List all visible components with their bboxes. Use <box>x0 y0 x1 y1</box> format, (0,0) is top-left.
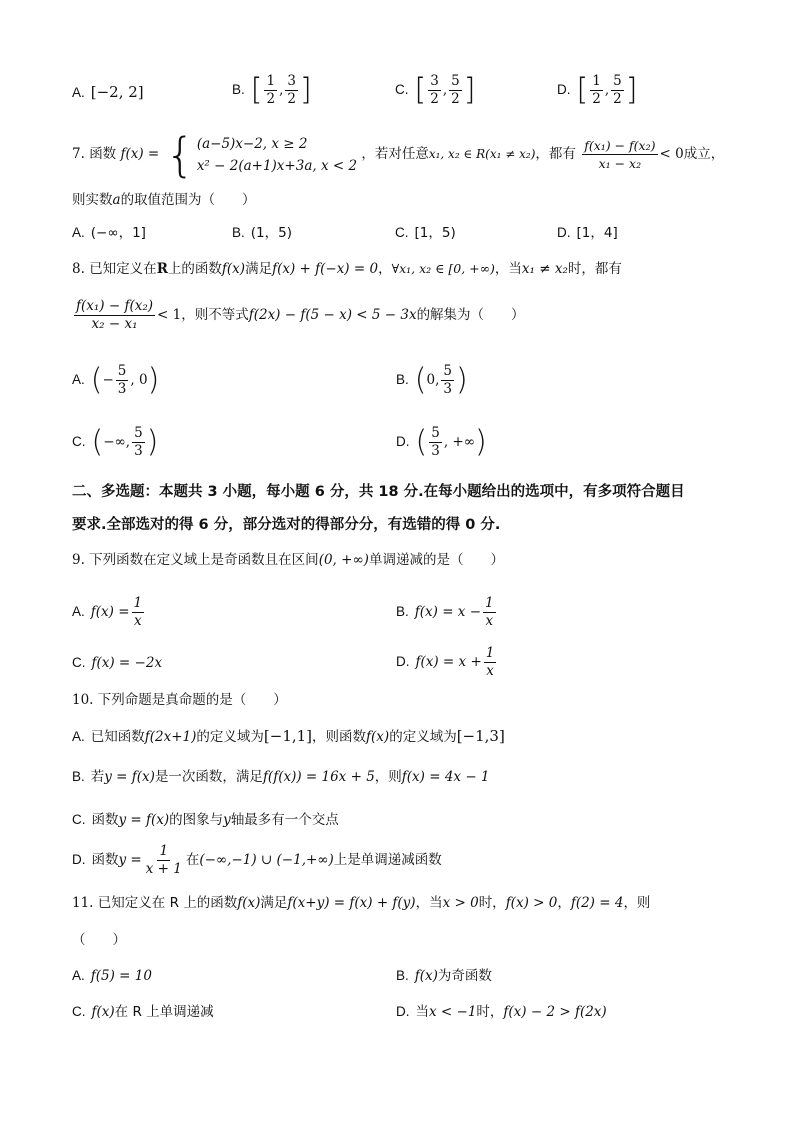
q7-option-b: B. (1，5) <box>232 225 292 241</box>
q8-option-c: C. (−∞, $\frac{5}{3}$ ) <box>72 424 159 460</box>
q6-option-d: D. [ $\frac{1}{2}$ , $\frac{5}{2}$ ] <box>557 72 638 108</box>
q7-option-d: D. [1，4] <box>557 225 618 241</box>
q6-option-c: C. [ $\frac{3}{2}$ , $\frac{5}{2}$ ] <box>395 72 476 108</box>
q6-option-b: B. [ $\frac{1}{2}$ , $\frac{3}{2}$ ] <box>232 72 312 108</box>
q8-option-b: B. (0, $\frac{5}{3}$ ) <box>396 362 468 398</box>
q7-stem-line2: 则实数a的取值范围为（ ） <box>72 192 256 208</box>
q9-option-a: A. f(x) = $\frac{1}{x}$ <box>72 595 143 629</box>
q11-option-a: A. f(5) = 10 <box>72 968 152 984</box>
q8-option-a: A. (− $\frac{5}{3}$ , 0) <box>72 362 160 398</box>
q8-option-d: D. ( $\frac{5}{3}$ , +∞) <box>396 424 487 460</box>
q11-option-b: B. f(x)为奇函数 <box>396 968 492 984</box>
section-heading-line2: 要求.全部选对的得 6 分，部分选对的得部分分，有选错的得 0 分. <box>72 517 501 533</box>
q11-answer-paren: （ ） <box>72 932 126 948</box>
q10-stem: 10. 下列命题是真命题的是（ ） <box>72 692 287 708</box>
q11-option-d: D. 当x < −1时，f(x) − 2 > f(2x) <box>396 1004 607 1020</box>
q7-option-c: C. [1，5) <box>395 225 456 241</box>
q10-option-c: C. 函数y = f(x)的图象与y轴最多有一个交点 <box>72 812 339 828</box>
section-heading-line1: 二、多选题：本题共 3 小题，每小题 6 分，共 18 分.在每小题给出的选项中，有多项符合题目 <box>72 484 685 500</box>
q11-option-c: C. f(x)在 R 上单调递减 <box>72 1004 214 1020</box>
q6-option-a: A. [−2, 2] <box>72 83 144 101</box>
q7-option-a: A. (−∞，1] <box>72 225 146 241</box>
q10-option-a: A. 已知函数f(2x+1)的定义域为[−1,1]，则函数f(x)的定义域为[−1,3] <box>72 727 505 745</box>
q8-stem-line2: $\frac{\text{f(x₁) − f(x₂)}}{\text{x₂ − x₁}}$ < 1，则不等式f(2x) − f(5 − x) < 5 − 3x的解集为（ ） <box>76 298 525 332</box>
q11-stem: 11. 已知定义在 R 上的函数f(x)满足f(x+y) = f(x) + f(y)，当x > 0时，f(x) > 0，f(2) = 4，则 <box>72 895 651 911</box>
q10-option-d: D. 函数y = $\frac{1}{x + 1}$ 在(−∞,−1) ∪ (−1,+∞)上是单调递减函数 <box>72 843 442 877</box>
q9-option-b: B. f(x) = x − $\frac{1}{x}$ <box>396 595 494 629</box>
q9-option-c: C. f(x) = −2x <box>72 655 163 671</box>
q7-stem: 7. 函数 f(x) = { (a−5)x−2, x ≥ 2 x² − 2(a+1)x+3a, x < 2 ，若对任意x₁, x₂ ∈ R(x₁ ≠ x₂)，都有 $\frac{\text{f(x₁) − f(x₂)}}{\text{x₁ − x₂}}$ < 0成立， <box>72 127 725 182</box>
q9-option-d: D. f(x) = x + $\frac{1}{x}$ <box>396 645 495 679</box>
q8-stem: 8. 已知定义在R上的函数f(x)满足f(x) + f(−x) = 0，∀x₁, x₂ ∈ [0, +∞)，当x₁ ≠ x₂时，都有 <box>72 261 622 277</box>
q9-stem: 9. 下列函数在定义域上是奇函数且在区间(0, +∞)单调递减的是（ ） <box>72 552 504 568</box>
q10-option-b: B. 若y = f(x)是一次函数，满足f(f(x)) = 16x + 5，则f(x) = 4x − 1 <box>72 769 490 785</box>
